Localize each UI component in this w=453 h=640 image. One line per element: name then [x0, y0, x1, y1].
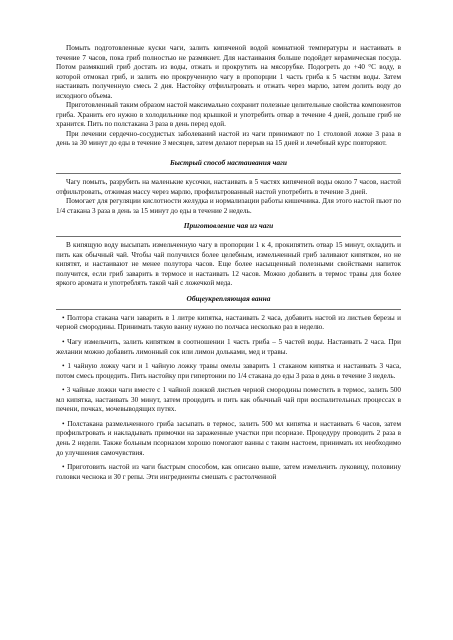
tea-paragraph: В кипящую воду высыпать измельченную чагу в пропорции 1 к 4, прокипятить отвар 15 минут, охладить и пить как обычный чай. Чтобы чай получился более целебным, измельченный гриб заливают кипятком, но не кипятят, и настаивают не менее полутора часов. Еще более насыщенный полезными свойствами напиток получится, если гриб заварить в термосе и настаивать 12 часов. Можно добавить в термос травы для более яркого аромата и употреблять такой чай с ложечкой меда.: [56, 241, 401, 288]
intro-paragraph-2: Приготовленный таким образом настой максимально сохранит полезные целительные свойства компонентов гриба. Хранить его нужно в холодильнике под крышкой и употребить отвар в течение 4 дней, дольше гриб не хранится. Пить по полстакана 3 раза в день перед едой.: [56, 101, 401, 129]
bath-list-item: • Полстакана размельченного гриба засыпать в термос, залить 500 мл кипятка и настаивать 6 часов, затем профильтровать и накладывать примочки на зараженные участки при псориазе. Процедуру проводить 2 раза в день 2 недели. Также больным псориазом хорошо помогают ванны с таким настоем, принимать их необходимо до улучшения самочувствия.: [56, 419, 401, 457]
text-column: [56, 44, 401, 482]
fast-method-paragraph-1: Чагу помыть, разрубить на маленькие кусочки, настаивать в 5 частях кипяченой воды около 7 часов, настой отфильтровать, отжимая массу через марлю, профильтрованный настой употребить в течение 3 дней.: [56, 178, 401, 196]
bath-list-item: • Полтора стакана чаги заварить в 1 литре кипятка, настаивать 2 часа, добавить настой из листьев березы и черной смородины. Принимать такую ванну нужно по полчаса несколько раз в неделю.: [56, 313, 401, 332]
heading-fast-method: Быстрый способ настаивания чаги: [170, 158, 287, 168]
intro-paragraph-3: При лечении сердечно-сосудистых заболеваний настой из чаги принимают по 1 столовой ложке 3 раза в день за 30 минут до еды в течение 3 месяцев, затем делают перерыв на 15 дней и лечебный курс повторяют.: [56, 129, 401, 148]
section-divider: [56, 309, 401, 310]
heading-bath: Общеукрепляющая ванна: [186, 293, 271, 303]
bath-list-item: • 3 чайные ложки чаги вместе с 1 чайной ложкой листьев черной смородины поместить в термос, залить 500 мл кипятка, настаивать 30 минут, затем процедить и пить как обычный чай при воспалительных процессах в печени, почках, мочевыводящих путях.: [56, 386, 401, 414]
section-divider: [56, 236, 401, 237]
heading-tea: Приготовление чая из чаги: [183, 221, 274, 231]
bath-list-item: • Приготовить настой из чаги быстрым способом, как описано выше, затем измельчить луковицу, половину головки чеснока и 30 г репы. Эти ингредиенты смешать с растолченной: [56, 463, 401, 481]
bath-list-item: • Чагу измельчить, залить кипятком в соотношении 1 часть гриба – 5 частей воды. Настаивать 2 часа. При желании можно добавить лимонный сок или лимон дольками, мед и травы.: [56, 338, 401, 356]
section-divider: [56, 173, 401, 174]
bath-list-item: • 1 чайную ложку чаги и 1 чайную ложку травы омелы заварить 1 стаканом кипятка и настаивать 3 часа, потом смесь процедить. Пить настойку при гипертонии по 1/4 стакана до еды 3 раза в день в течение 3 недель.: [56, 362, 401, 380]
fast-method-paragraph-2: Помогает для регуляции кислотности желудка и нормализации работы кишечника. Для этого настой пьют по 1/4 стакана 3 раза в день за 15 минут до еды в течение 2 недель.: [56, 197, 401, 215]
intro-paragraph-1: Помыть подготовленные куски чаги, залить кипяченой водой комнатной температуры и настаивать в течение 7 часов, пока гриб полностью не размякнет. Для настаивания больше подойдет керамическая посуда. Потом размякший гриб достать из воды, отжать и прокрутить на мясорубке. Подогреть до +40 °С воду, в которой отмокал гриб, и залить ею прокрученную чагу в пропорции 1 часть гриба к 5 частям воды. Затем настаивать полученную смесь 2 дня. Настойку отфильтровать и отжать через марлю, затем долить воду до исходного объема.: [56, 44, 401, 100]
